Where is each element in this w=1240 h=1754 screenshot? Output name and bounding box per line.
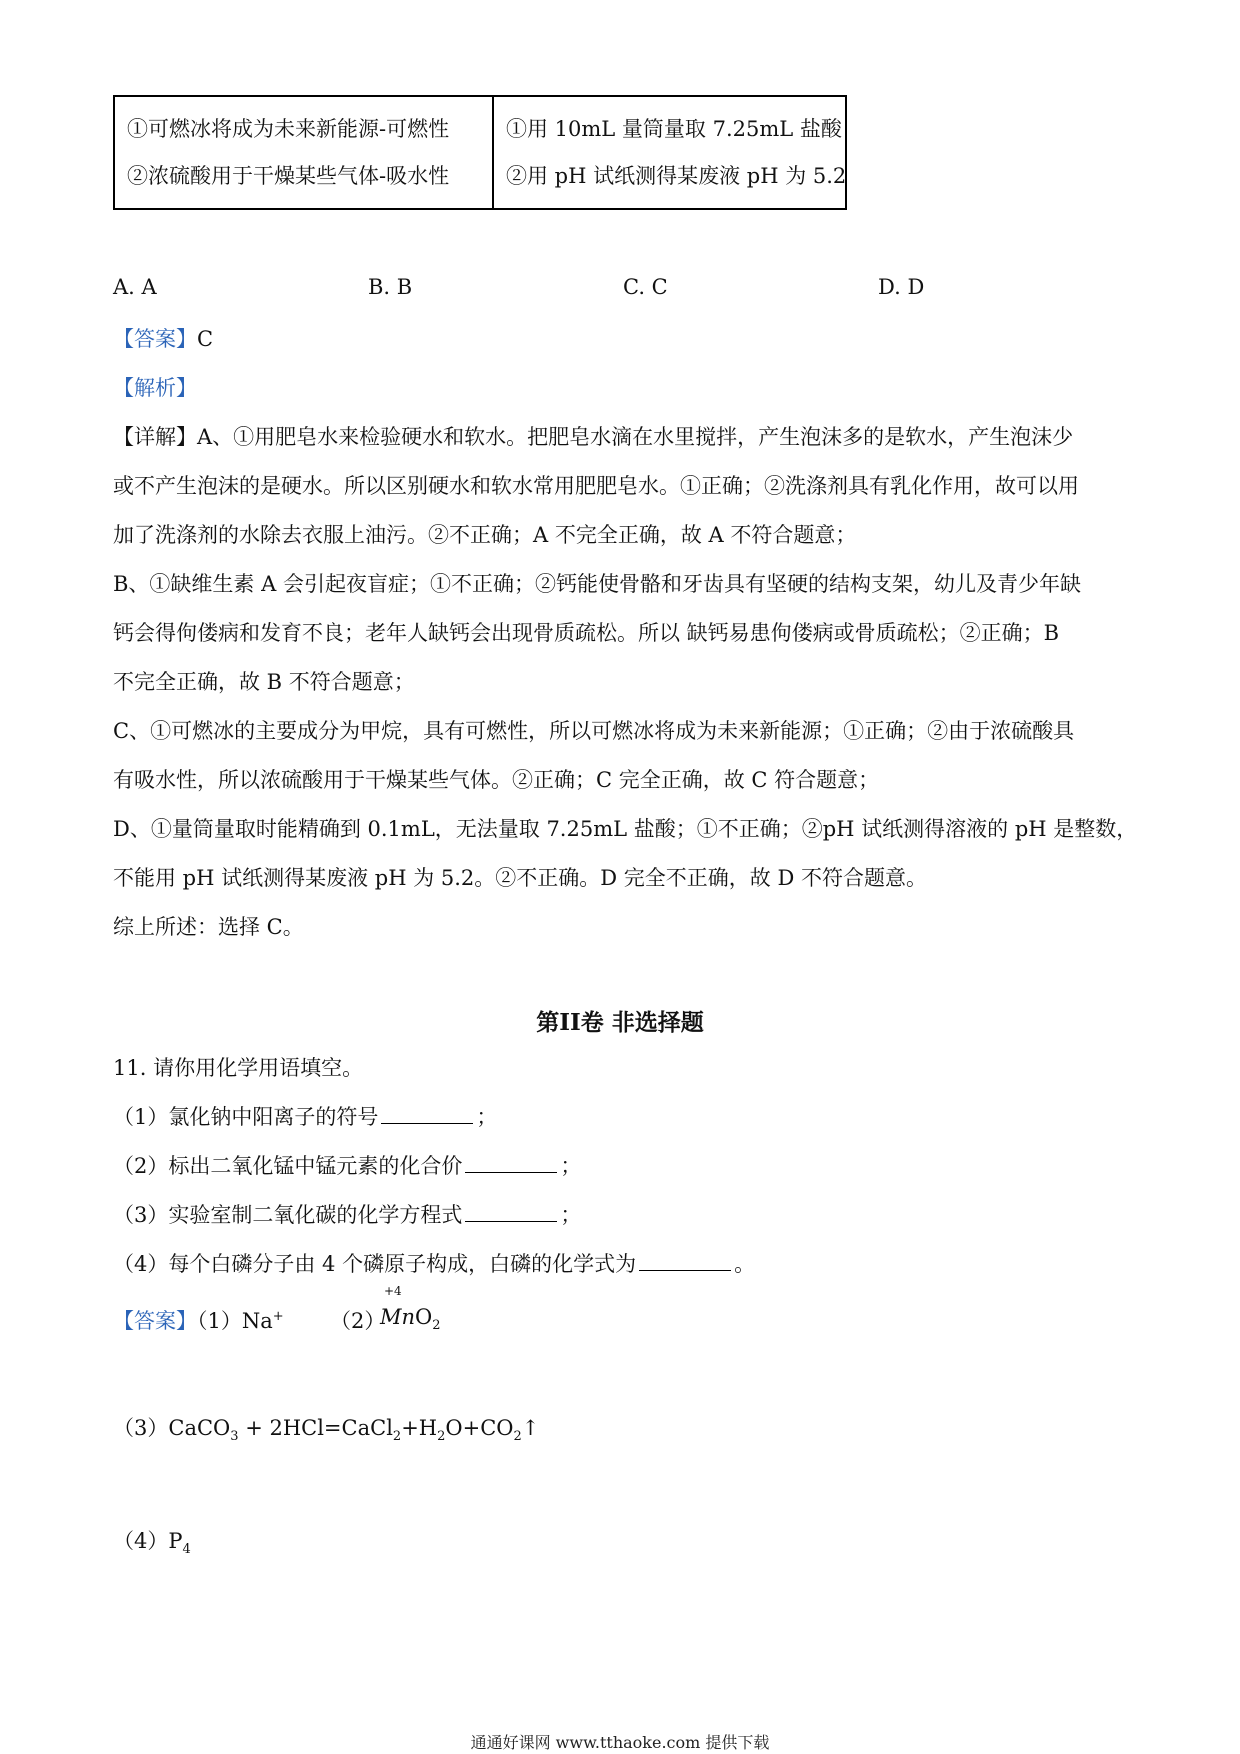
answer-blank [381,1105,473,1124]
detail-line-9: D、①量筒量取时能精确到 0.1mL，无法量取 7.25mL 盐酸；①不正确；②pH 试纸测得溶液的 pH 是整数， [113,817,1138,841]
detail-line-1: 【详解】A、①用肥皂水来检验硬水和软水。把肥皂水滴在水里搅拌，产生泡沫多的是软水，产生泡沫少 [113,425,1074,449]
answer-2-equation: （3）CaCO$_3$ + $2HCl=CaCl_2+H_2O+CO_2↑$ [113,1416,540,1445]
table-cell-right [494,97,847,208]
question-11-part-1: （1）氯化钠中阳离子的符号 ； [113,1105,498,1129]
detail-line-11: 综上所述：选择 C。 [113,915,304,939]
sodium-ion: Na [241,1309,273,1333]
question-11-part-2: （2）标出二氧化锰中锰元素的化合价 ； [113,1154,582,1178]
detail-label: 【详解】 [113,425,197,449]
question-11-part-3: （3）实验室制二氧化碳的化学方程式 ； [113,1203,582,1227]
detail-line-3: 加了洗涤剂的水除去衣服上油污。②不正确；A 不完全正确，故 A 不符合题意； [113,523,857,547]
gas-arrow-icon: ↑ [521,1416,540,1440]
table-left-line-1: ①可燃冰将成为未来新能源-可燃性 [127,117,450,141]
detail-line-8: 有吸水性，所以浓硫酸用于干燥某些气体。②正确；C 完全正确，故 C 符合题意； [113,768,880,792]
question-11-part-4: （4）每个白磷分子由 4 个磷原子构成，白磷的化学式为 。 [113,1252,756,1276]
answer-label: 【答案】 [113,327,197,351]
option-d: D. D [878,275,925,299]
section-title: 第II卷 非选择题 [536,1009,704,1036]
answer-2-part-2-prefix: （2） [330,1309,386,1333]
detail-line-4: B、①缺维生素 A 会引起夜盲症；①不正确；②钙能使骨骼和牙齿具有坚硬的结构支架，幼儿及青少年缺 [113,572,1081,596]
manganese-dioxide-formula: +4 MnO$_2$ [380,1284,441,1334]
valence-mark: +4 [384,1284,402,1298]
question-11-stem: 11. 请你用化学用语填空。 [113,1056,364,1080]
answer-2-part-4: $(4)P_4$ [113,1529,191,1558]
option-a: A. A [113,275,157,299]
answer-blank [465,1203,557,1222]
table-right-line-2: ②用 pH 试纸测得某废液 pH 为 5.2 [506,164,847,188]
answer-2-line-1: 【答案】（1）Na+ [113,1309,284,1333]
comparison-table [113,95,847,210]
answer-label: 【答案】 [113,1309,197,1333]
option-c: C. C [623,275,668,299]
answer-blank [639,1252,731,1271]
answer-value: C [197,327,214,351]
detail-line-2: 或不产生泡沫的是硬水。所以区别硬水和软水常用肥肥皂水。①正确；②洗涤剂具有乳化作用，故可以用 [113,474,1079,498]
table-left-line-2: ②浓硫酸用于干燥某些气体-吸水性 [127,164,450,188]
answer-blank [465,1154,557,1173]
detail-line-10: 不能用 pH 试纸测得某废液 pH 为 5.2。②不正确。D 完全不正确，故 D 不符合题意。 [113,866,927,890]
detail-line-5: 钙会得佝偻病和发育不良；老年人缺钙会出现骨质疏松。所以 缺钙易患佝偻病或骨质疏松；②正确；B [113,621,1060,645]
option-b: B. B [368,275,413,299]
page-footer: 通通好课网 www.tthaoke.com 提供下载 [470,1733,770,1752]
table-right-line-1: ①用 10mL 量筒量取 7.25mL 盐酸 [506,117,842,141]
table-cell-left [115,97,494,208]
analysis-label: 【解析】 [113,376,197,400]
detail-line-6: 不完全正确，故 B 不符合题意； [113,670,415,694]
detail-line-7: C、①可燃冰的主要成分为甲烷，具有可燃性，所以可燃冰将成为未来新能源；①正确；②由于浓硫酸具 [113,719,1075,743]
answer-1 [113,323,213,353]
